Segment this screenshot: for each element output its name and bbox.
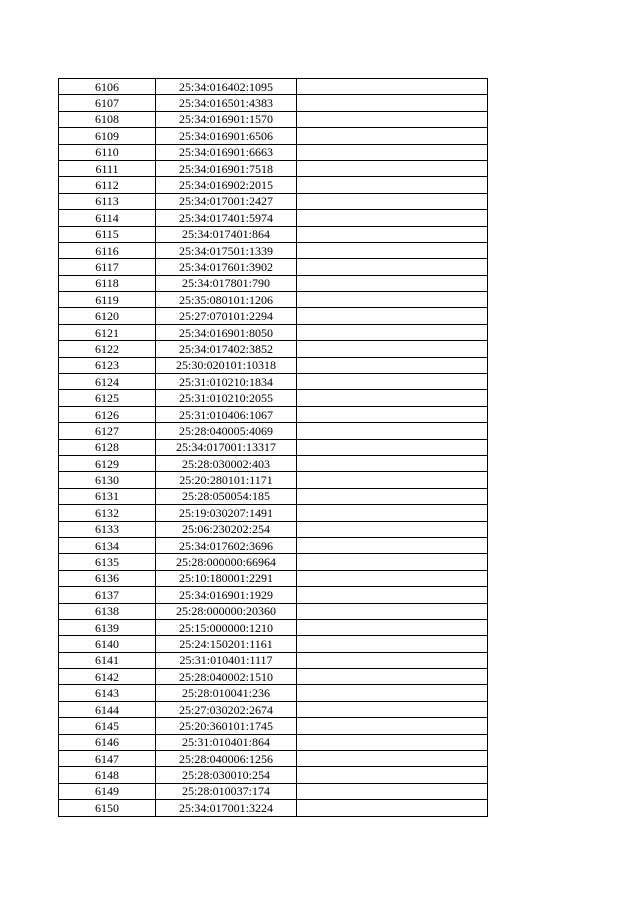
empty-cell (297, 193, 488, 209)
row-number-cell: 6106 (59, 79, 156, 95)
table-row (59, 570, 488, 586)
empty-cell (297, 406, 488, 422)
cadastral-number-cell: 25:34:017001:3224 (156, 800, 297, 816)
empty-cell (297, 177, 488, 193)
table-row (59, 669, 488, 685)
cadastral-number-cell: 25:20:280101:1171 (156, 472, 297, 488)
empty-cell (297, 751, 488, 767)
empty-cell (297, 521, 488, 537)
empty-cell (297, 718, 488, 734)
cadastral-number-cell: 25:31:010401:864 (156, 734, 297, 750)
table-row (59, 193, 488, 209)
table-row (59, 144, 488, 160)
empty-cell (297, 669, 488, 685)
row-number-cell: 6113 (59, 193, 156, 209)
table-row (59, 79, 488, 95)
row-number-cell: 6138 (59, 603, 156, 619)
table-row (59, 226, 488, 242)
empty-cell (297, 390, 488, 406)
cadastral-number-cell: 25:31:010401:1117 (156, 652, 297, 668)
empty-cell (297, 357, 488, 373)
cadastral-number-cell: 25:34:017001:2427 (156, 193, 297, 209)
table-row (59, 505, 488, 521)
cadastral-number-cell: 25:28:030002:403 (156, 455, 297, 471)
row-number-cell: 6121 (59, 324, 156, 340)
empty-cell (297, 537, 488, 553)
row-number-cell: 6148 (59, 767, 156, 783)
table-row (59, 177, 488, 193)
row-number-cell: 6123 (59, 357, 156, 373)
empty-cell (297, 767, 488, 783)
table-row (59, 292, 488, 308)
table-row (59, 324, 488, 340)
row-number-cell: 6122 (59, 341, 156, 357)
row-number-cell: 6110 (59, 144, 156, 160)
row-number-cell: 6139 (59, 619, 156, 635)
empty-cell (297, 554, 488, 570)
row-number-cell: 6125 (59, 390, 156, 406)
row-number-cell: 6146 (59, 734, 156, 750)
cadastral-number-cell: 25:28:000000:20360 (156, 603, 297, 619)
row-number-cell: 6141 (59, 652, 156, 668)
cadastral-number-cell: 25:30:020101:10318 (156, 357, 297, 373)
cadastral-number-cell: 25:34:016901:7518 (156, 160, 297, 176)
empty-cell (297, 423, 488, 439)
table-row (59, 406, 488, 422)
empty-cell (297, 636, 488, 652)
cadastral-number-cell: 25:28:040005:4069 (156, 423, 297, 439)
row-number-cell: 6120 (59, 308, 156, 324)
cadastral-number-cell: 25:34:016901:1929 (156, 587, 297, 603)
cadastral-number-cell: 25:10:180001:2291 (156, 570, 297, 586)
cadastral-number-cell: 25:27:070101:2294 (156, 308, 297, 324)
row-number-cell: 6134 (59, 537, 156, 553)
cadastral-number-cell: 25:31:010406:1067 (156, 406, 297, 422)
row-number-cell: 6130 (59, 472, 156, 488)
empty-cell (297, 341, 488, 357)
table-row (59, 210, 488, 226)
table-row (59, 603, 488, 619)
row-number-cell: 6144 (59, 701, 156, 717)
empty-cell (297, 111, 488, 127)
empty-cell (297, 734, 488, 750)
table-body (59, 79, 488, 817)
table-row (59, 521, 488, 537)
empty-cell (297, 505, 488, 521)
row-number-cell: 6127 (59, 423, 156, 439)
cadastral-number-cell: 25:34:016902:2015 (156, 177, 297, 193)
cadastral-number-cell: 25:34:016501:4383 (156, 95, 297, 111)
table-row (59, 128, 488, 144)
empty-cell (297, 701, 488, 717)
empty-cell (297, 472, 488, 488)
table-row (59, 160, 488, 176)
table-row (59, 341, 488, 357)
table-row (59, 587, 488, 603)
table-row (59, 488, 488, 504)
row-number-cell: 6128 (59, 439, 156, 455)
empty-cell (297, 455, 488, 471)
cadastral-number-cell: 25:15:000000:1210 (156, 619, 297, 635)
table-row (59, 455, 488, 471)
table-row (59, 636, 488, 652)
table-row (59, 308, 488, 324)
cadastral-number-cell: 25:06:230202:254 (156, 521, 297, 537)
empty-cell (297, 308, 488, 324)
cadastral-number-cell: 25:28:010037:174 (156, 783, 297, 799)
cadastral-number-cell: 25:31:010210:1834 (156, 374, 297, 390)
empty-cell (297, 210, 488, 226)
cadastral-number-cell: 25:31:010210:2055 (156, 390, 297, 406)
row-number-cell: 6142 (59, 669, 156, 685)
cadastral-number-cell: 25:28:010041:236 (156, 685, 297, 701)
empty-cell (297, 783, 488, 799)
empty-cell (297, 275, 488, 291)
cadastral-number-cell: 25:34:016901:6663 (156, 144, 297, 160)
table-row (59, 701, 488, 717)
row-number-cell: 6133 (59, 521, 156, 537)
table-row (59, 800, 488, 816)
cadastral-number-table (58, 78, 488, 817)
row-number-cell: 6131 (59, 488, 156, 504)
row-number-cell: 6149 (59, 783, 156, 799)
table-row (59, 767, 488, 783)
row-number-cell: 6136 (59, 570, 156, 586)
table-row (59, 275, 488, 291)
empty-cell (297, 226, 488, 242)
table-row (59, 751, 488, 767)
table-row (59, 554, 488, 570)
cadastral-number-cell: 25:34:017001:13317 (156, 439, 297, 455)
empty-cell (297, 488, 488, 504)
cadastral-number-cell: 25:34:016402:1095 (156, 79, 297, 95)
cadastral-number-cell: 25:34:017801:790 (156, 275, 297, 291)
row-number-cell: 6117 (59, 259, 156, 275)
empty-cell (297, 259, 488, 275)
cadastral-number-cell: 25:34:017601:3902 (156, 259, 297, 275)
table-row (59, 734, 488, 750)
cadastral-number-cell: 25:34:016901:1570 (156, 111, 297, 127)
row-number-cell: 6115 (59, 226, 156, 242)
table-row (59, 472, 488, 488)
row-number-cell: 6116 (59, 242, 156, 258)
cadastral-number-cell: 25:34:016901:6506 (156, 128, 297, 144)
row-number-cell: 6145 (59, 718, 156, 734)
cadastral-number-cell: 25:35:080101:1206 (156, 292, 297, 308)
empty-cell (297, 587, 488, 603)
row-number-cell: 6112 (59, 177, 156, 193)
empty-cell (297, 160, 488, 176)
empty-cell (297, 79, 488, 95)
table-row (59, 111, 488, 127)
cadastral-number-cell: 25:24:150201:1161 (156, 636, 297, 652)
table-row (59, 242, 488, 258)
cadastral-number-cell: 25:28:050054:185 (156, 488, 297, 504)
empty-cell (297, 292, 488, 308)
cadastral-number-cell: 25:28:030010:254 (156, 767, 297, 783)
row-number-cell: 6109 (59, 128, 156, 144)
empty-cell (297, 800, 488, 816)
row-number-cell: 6111 (59, 160, 156, 176)
cadastral-number-cell: 25:28:040002:1510 (156, 669, 297, 685)
row-number-cell: 6132 (59, 505, 156, 521)
empty-cell (297, 144, 488, 160)
row-number-cell: 6137 (59, 587, 156, 603)
row-number-cell: 6126 (59, 406, 156, 422)
cadastral-number-cell: 25:20:360101:1745 (156, 718, 297, 734)
cadastral-number-cell: 25:34:017602:3696 (156, 537, 297, 553)
empty-cell (297, 685, 488, 701)
table-row (59, 423, 488, 439)
empty-cell (297, 242, 488, 258)
table-row (59, 374, 488, 390)
empty-cell (297, 652, 488, 668)
cadastral-number-cell: 25:34:016901:8050 (156, 324, 297, 340)
table-row (59, 259, 488, 275)
table-row (59, 95, 488, 111)
empty-cell (297, 95, 488, 111)
cadastral-number-cell: 25:34:017501:1339 (156, 242, 297, 258)
cadastral-number-cell: 25:27:030202:2674 (156, 701, 297, 717)
table-row (59, 619, 488, 635)
empty-cell (297, 603, 488, 619)
row-number-cell: 6114 (59, 210, 156, 226)
empty-cell (297, 439, 488, 455)
row-number-cell: 6143 (59, 685, 156, 701)
row-number-cell: 6107 (59, 95, 156, 111)
table-row (59, 783, 488, 799)
table-row (59, 718, 488, 734)
cadastral-number-cell: 25:34:017401:864 (156, 226, 297, 242)
row-number-cell: 6118 (59, 275, 156, 291)
cadastral-number-cell: 25:28:000000:66964 (156, 554, 297, 570)
cadastral-number-cell: 25:34:017401:5974 (156, 210, 297, 226)
empty-cell (297, 570, 488, 586)
row-number-cell: 6150 (59, 800, 156, 816)
row-number-cell: 6129 (59, 455, 156, 471)
row-number-cell: 6140 (59, 636, 156, 652)
empty-cell (297, 619, 488, 635)
table-row (59, 390, 488, 406)
row-number-cell: 6124 (59, 374, 156, 390)
table-row (59, 439, 488, 455)
empty-cell (297, 324, 488, 340)
empty-cell (297, 128, 488, 144)
empty-cell (297, 374, 488, 390)
table-row (59, 652, 488, 668)
cadastral-number-cell: 25:28:040006:1256 (156, 751, 297, 767)
table-row (59, 537, 488, 553)
row-number-cell: 6119 (59, 292, 156, 308)
cadastral-number-cell: 25:19:030207:1491 (156, 505, 297, 521)
cadastral-number-cell: 25:34:017402:3852 (156, 341, 297, 357)
row-number-cell: 6108 (59, 111, 156, 127)
row-number-cell: 6135 (59, 554, 156, 570)
table-row (59, 357, 488, 373)
table-row (59, 685, 488, 701)
row-number-cell: 6147 (59, 751, 156, 767)
